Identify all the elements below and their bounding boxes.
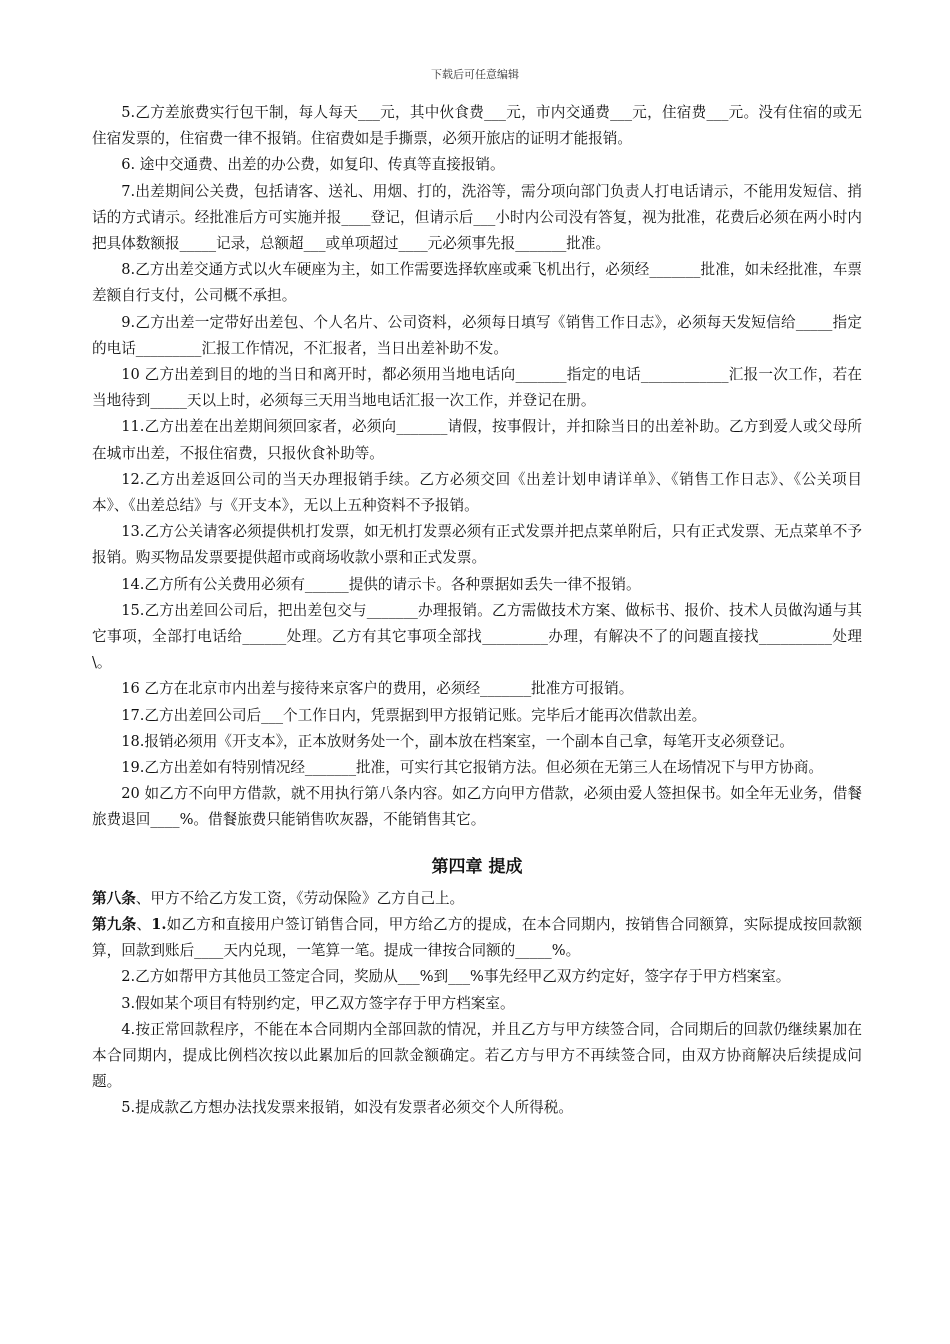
article-9: [92, 912, 862, 964]
clause-14: 14.乙方所有公关费用必须有______提供的请示卡。各种票据如丢失一律不报销。: [121, 575, 641, 593]
commission-clause-3: 3.假如某个项目有特别约定，甲乙双方签字存于甲方档案室。: [121, 994, 515, 1012]
clause-10: 10 乙方出差到目的地的当日和离开时，都必须用当地电话向_______指定的电话____________汇报一次工作，若在当地待到_____天以上时，必须每三天用当地电话汇报一次工作，并登记在册。: [92, 366, 862, 410]
clause-13: 13.乙方公关请客必须提供机打发票，如无机打发票必须有正式发票并把点菜单附后，只有正式发票、无点菜单不予报销。购买物品发票要提供超市或商场收款小票和正式发票。: [92, 523, 862, 567]
commission-clause-5: 5.提成款乙方想办法找发票来报销，如没有发票者必须交个人所得税。: [121, 1099, 573, 1117]
clause-18: 18.报销必须用《开支本》，正本放财务处一个，副本放在档案室，一个副本自己拿，每笔开支必须登记。: [121, 732, 794, 750]
clause-11: 11.乙方出差在出差期间须回家者，必须向_______请假，按事假计，并扣除当日的出差补助。乙方到爱人或父母所在城市出差，不报住宿费，只报伙食补助等。: [92, 418, 862, 462]
document-body: [92, 100, 862, 1122]
article-8: [92, 886, 862, 912]
clause-20: 20 如乙方不向甲方借款，就不用执行第八条内容。如乙方向甲方借款，必须由爱人签担保书。如全年无业务，借餐旅费退回____%。借餐旅费只能销售吹灰器，不能销售其它。: [92, 785, 862, 829]
clause-16: 16 乙方在北京市内出差与接待来京客户的费用，必须经_______批准方可报销。: [121, 680, 634, 698]
clause-7: 7.出差期间公关费，包括请客、送礼、用烟、打的，洗浴等，需分项向部门负责人打电话请示，不能用发短信、捎话的方式请示。经批准后方可实施并报____登记，但请示后___小时内公司没有答复，视为批准，花费后必须在两小时内把具体数额报_____记录，总额超___或单项超过____元必须事先报_______批准。: [92, 182, 862, 253]
clause-15: 15.乙方出差回公司后，把出差包交与_______办理报销。乙方需做技术方案、做标书、报价、技术人员做沟通与其它事项，全部打电话给______处理。乙方有其它事项全部找_________办理，有解决不了的问题直接找__________处理\。: [92, 601, 862, 672]
article-8-text: 、甲方不给乙方发工资，《劳动保险》乙方自己上。: [135, 889, 465, 907]
commission-clause-4: 4.按正常回款程序，不能在本合同期内全部回款的情况，并且乙方与甲方续签合同，合同期后的回款仍继续累加在本合同期内，提成比例档次按以此累加后的回款金额确定。若乙方与甲方不再续签合同，由双方协商解决后续提成问题。: [92, 1020, 862, 1091]
clause-9: 9.乙方出差一定带好出差包、个人名片、公司资料，必须每日填写《销售工作日志》，必须每天发短信给_____指定的电话_________汇报工作情况，不汇报者，当日出差补助不发。: [92, 313, 862, 357]
article-8-lead: 第八条: [92, 889, 136, 907]
article-9-sep: 、: [136, 915, 152, 933]
article-9-lead: 第九条: [92, 915, 137, 933]
clause-17: 17.乙方出差回公司后___个工作日内，凭票据到甲方报销记账。完毕后才能再次借款出差。: [121, 706, 707, 724]
clause-12: 12.乙方出差返回公司的当天办理报销手续。乙方必须交回《出差计划申请详单》、《销售工作日志》、《公关项目本》、《出差总结》与《开支本》，无以上五种资料不予报销。: [92, 470, 862, 515]
chapter-title: 第四章 提成: [431, 856, 523, 877]
commission-clause-2: 2.乙方如帮甲方其他员工签定合同，奖励从___%到___%事先经甲乙双方约定好，签字存于甲方档案室。: [121, 968, 791, 986]
clause-19: 19.乙方出差如有特别情况经_______批准，可实行其它报销方法。但必须在无第三人在场情况下与甲方协商。: [121, 759, 824, 777]
article-9-num: 1.: [151, 915, 167, 933]
clause-5: 5.乙方差旅费实行包干制，每人每天___元，其中伙食费___元，市内交通费___元，住宿费___元。没有住宿的或无住宿发票的，住宿费一律不报销。住宿费如是手撕票，必须开旅店的证明才能报销。: [92, 104, 862, 148]
article-9-text: 如乙方和直接用户签订销售合同，甲方给乙方的提成，在本合同期内，按销售合同额算，实际提成按回款额算，回款到账后____天内兑现，一笔算一笔。提成一律按合同额的_____%。: [92, 915, 862, 960]
clause-6: 6. 途中交通费、出差的办公费，如复印、传真等直接报销。: [121, 156, 505, 174]
clause-8: 8.乙方出差交通方式以火车硬座为主，如工作需要选择软座或乘飞机出行，必须经_______批准，如未经批准，车票差额自行支付，公司概不承担。: [92, 261, 862, 305]
page-header: 下载后可任意编辑: [431, 68, 519, 81]
